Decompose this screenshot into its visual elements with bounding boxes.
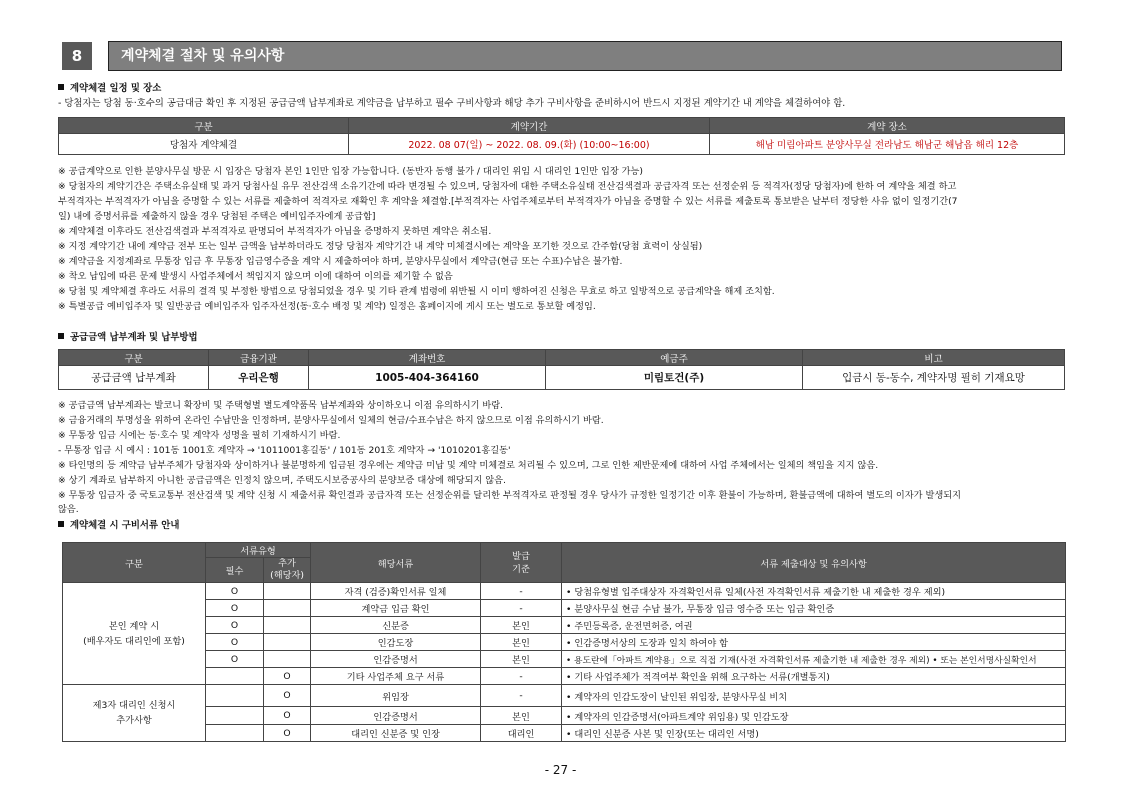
- required-mark: O: [206, 600, 264, 617]
- document-name: 인감증명서: [311, 651, 481, 668]
- note-line: ※ 상기 계좌로 납부하지 아니한 공급금액은 인정치 않으며, 주택도시보증공사의 분양보증 대상에 해당되지 않음.: [58, 475, 506, 486]
- note-line: ※ 금융거래의 투명성을 위하여 온라인 수납만을 인정하며, 분양사무실에서 일체의 현금/수표수납은 하지 않으므로 이점 유의하시기 바람.: [58, 415, 604, 426]
- documents-table: [62, 542, 1066, 742]
- issuer: -: [481, 685, 562, 707]
- required-mark: O: [206, 634, 264, 651]
- schedule-heading: 계약체결 일정 및 장소: [58, 82, 161, 95]
- document-note: • 대리인 신분증 사본 및 인장(또는 대리인 서명): [562, 725, 1066, 742]
- document-name: 기타 사업주체 요구 서류: [311, 668, 481, 685]
- contract-period: 2022. 08 07(일) ~ 2022. 08. 09.(화) (10:00~16:00): [349, 134, 710, 155]
- issuer: 대리인: [481, 725, 562, 742]
- schedule-intro: - 당첨자는 당첨 동·호수의 공급대금 확인 후 지정된 공급금액 납부계좌로 계약금을 납부하고 필수 구비사항과 해당 추가 구비사항을 준비하시어 반드시 지정된 계약기간 내 계약을 체결하여야 함.: [58, 98, 846, 109]
- col-header: 계약기간: [349, 118, 710, 134]
- col-header: 계좌번호: [309, 350, 546, 366]
- col-header: 계약 장소: [710, 118, 1065, 134]
- note-line: - 무통장 입금 시 예시 : 101동 1001호 계약자 → '1011001홍길동' / 101동 201호 계약자 → '1010201홍길동': [58, 445, 511, 456]
- col-header: 서류유형: [206, 543, 311, 558]
- document-name: 위임장: [311, 685, 481, 707]
- document-name: 신분증: [311, 617, 481, 634]
- account-holder: 미림토건(주): [546, 366, 803, 390]
- document-note: • 기타 사업주체가 적격여부 확인을 위해 요구하는 서류(개별통지): [562, 668, 1066, 685]
- group-label: 본인 계약 시 (배우자도 대리인에 포함): [63, 583, 206, 685]
- col-header: 구분: [59, 350, 209, 366]
- contract-location: 해남 미림아파트 분양사무실 전라남도 해남군 해남읍 해리 12층: [710, 134, 1065, 155]
- note-line: 부적격자는 부적격자가 아님을 증명할 수 있는 서류를 제출하여 적격자로 재확인 후 계약을 체결함.[부적격자는 사업주체로부터 부적격자가 아님을 증명할 수 있는 서류를 제출토록 통보받은 날부터 정당한 사유 없이 일정기간(7: [58, 196, 958, 207]
- table-cell: 공급금액 납부계좌: [59, 366, 209, 390]
- col-header: 금융기관: [209, 350, 309, 366]
- note-line: 일) 내에 증명서류를 제출하지 않을 경우 당첨된 주택은 예비입주자에게 공급함]: [58, 211, 376, 222]
- issuer: -: [481, 583, 562, 600]
- document-note: • 계약자의 인감도장이 날인된 위임장, 분양사무실 비치: [562, 685, 1066, 707]
- col-header: 해당서류: [311, 543, 481, 583]
- col-header: 예금주: [546, 350, 803, 366]
- square-bullet-icon: [58, 84, 64, 90]
- account-number: 1005-404-364160: [309, 366, 546, 390]
- note-line: ※ 타인명의 등 계약금 납부주체가 당첨자와 상이하거나 불분명하게 입금된 경우에는 계약금 미납 및 계약 미체결로 처리될 수 있으며, 그로 인한 제반문제에 대하여 사업 주체에서는 일체의 책임을 지지 않음.: [58, 460, 879, 471]
- document-note: • 분양사무실 현금 수납 불가, 무통장 입금 영수증 또는 입금 확인증: [562, 600, 1066, 617]
- square-bullet-icon: [58, 333, 64, 339]
- note-line: ※ 계약금을 지정계좌로 무통장 입금 후 무통장 입금영수증을 계약 시 제출하여야 하며, 분양사무실에서 계약금(현금 또는 수표)수납은 불가함.: [58, 256, 623, 267]
- required-mark: [206, 668, 264, 685]
- note-line: ※ 계약체결 이후라도 전산검색결과 부적격자로 판명되어 부적격자가 아님을 증명하지 못하면 계약은 취소됨.: [58, 226, 492, 237]
- square-bullet-icon: [58, 521, 64, 527]
- document-note: • 계약자의 인감증명서(아파트계약 위임용) 및 인감도장: [562, 707, 1066, 725]
- col-header: 추가 (해당자): [264, 558, 311, 583]
- document-name: 자격 (검증)확인서류 일체: [311, 583, 481, 600]
- bank-name: 우리은행: [209, 366, 309, 390]
- document-note: • 당첨유형별 입주대상자 자격확인서류 일체(사전 자격확인서류 제출기한 내 제출한 경우 제외): [562, 583, 1066, 600]
- issuer: 본인: [481, 617, 562, 634]
- col-header: 필수: [206, 558, 264, 583]
- required-mark: O: [206, 583, 264, 600]
- issuer: -: [481, 668, 562, 685]
- group-label: 제3자 대리인 신청시 추가사항: [63, 685, 206, 742]
- additional-mark: O: [264, 707, 311, 725]
- docs-heading: 계약체결 시 구비서류 안내: [58, 519, 179, 532]
- note-line: ※ 공급계약으로 인한 분양사무실 방문 시 입장은 당첨자 본인 1인만 입장 가능합니다. (동반자 동행 불가 / 대리인 위임 시 대리인 1인만 입장 가능): [58, 166, 643, 177]
- document-note: • 인감증명서상의 도장과 일치 하여야 함: [562, 634, 1066, 651]
- note-line: ※ 공급금액 납부계좌는 발코니 확장비 및 주택형별 별도계약품목 납부계좌와 상이하오니 이점 유의하시기 바람.: [58, 400, 504, 411]
- section-number: 8: [62, 42, 92, 70]
- note-line: ※ 당첨자의 계약기간은 주택소유실태 및 과거 당첨사실 유무 전산검색 소유기간에 따라 변경될 수 있으며, 당첨자에 대한 주택소유실태 전산검색결과 공급자격 또는 선정순위 등 적격자(정당 당첨자)에 한하 여 계약을 체결 하고: [58, 181, 957, 192]
- document-name: 인감도장: [311, 634, 481, 651]
- document-note: • 주민등록증, 운전면허증, 여권: [562, 617, 1066, 634]
- additional-mark: [264, 600, 311, 617]
- required-mark: O: [206, 651, 264, 668]
- note-line: 않음.: [58, 504, 79, 515]
- page-number: - 27 -: [544, 763, 577, 777]
- note-line: ※ 착오 납입에 따른 문제 발생시 사업주체에서 책임지지 않으며 이에 대하여 이의를 제기할 수 없음: [58, 271, 453, 282]
- payment-remark: 입금시 동-동수, 계약자명 필히 기재요망: [803, 366, 1065, 390]
- additional-mark: [264, 617, 311, 634]
- col-header: 발급 기준: [481, 543, 562, 583]
- col-header: 서류 제출대상 및 유의사항: [562, 543, 1066, 583]
- additional-mark: O: [264, 725, 311, 742]
- additional-mark: [264, 651, 311, 668]
- issuer: -: [481, 600, 562, 617]
- additional-mark: [264, 583, 311, 600]
- issuer: 본인: [481, 651, 562, 668]
- payment-table: [58, 349, 1065, 390]
- required-mark: [206, 685, 264, 707]
- table-cell: 당첨자 계약체결: [59, 134, 349, 155]
- document-name: 인감증명서: [311, 707, 481, 725]
- note-line: ※ 지정 계약기간 내에 계약금 전부 또는 일부 금액을 납부하더라도 정당 당첨자 계약기간 내 계약 미체결시에는 계약을 포기한 것으로 간주함(당첨 효력이 상실됨): [58, 241, 703, 252]
- document-name: 대리인 신분증 및 인장: [311, 725, 481, 742]
- document-name: 계약금 입금 확인: [311, 600, 481, 617]
- payment-heading: 공급금액 납부계좌 및 납부방법: [58, 331, 198, 344]
- issuer: 본인: [481, 634, 562, 651]
- required-mark: O: [206, 617, 264, 634]
- note-line: ※ 당첨 및 계약체결 후라도 서류의 결격 및 부정한 방법으로 당첨되었을 경우 및 기타 관계 법령에 위반될 시 이미 행하여진 신청은 무효로 하고 일방적으로 공급계약을 해제 조치함.: [58, 286, 775, 297]
- document-note: • 용도란에「아파트 계약용」으로 직접 기재(사전 자격확인서류 제출기한 내 제출한 경우 제외) • 또는 본인서명사실확인서: [562, 651, 1066, 668]
- col-header: 구분: [59, 118, 349, 134]
- additional-mark: O: [264, 668, 311, 685]
- col-header: 구분: [63, 543, 206, 583]
- additional-mark: O: [264, 685, 311, 707]
- issuer: 본인: [481, 707, 562, 725]
- note-line: ※ 특별공급 예비입주자 및 일반공급 예비입주자 입주자선정(동·호수 배정 및 계약) 일정은 홈페이지에 게시 또는 별도로 통보할 예정임.: [58, 301, 596, 312]
- additional-mark: [264, 634, 311, 651]
- schedule-table: [58, 117, 1065, 155]
- note-line: ※ 무통장 입금 시에는 동·호수 및 계약자 성명을 필히 기재하시기 바람.: [58, 430, 341, 441]
- col-header: 비고: [803, 350, 1065, 366]
- required-mark: [206, 707, 264, 725]
- required-mark: [206, 725, 264, 742]
- section-title: 계약체결 절차 및 유의사항: [108, 41, 1062, 71]
- note-line: ※ 무통장 입금자 중 국토교통부 전산검색 및 계약 신청 시 제출서류 확인결과 공급자격 또는 선정순위를 달리한 부적격자로 판정될 경우 당사가 규정한 일정기간 이후 환불이 가능하며, 환불금액에 대하여 별도의 이자가 발생되지: [58, 490, 961, 501]
